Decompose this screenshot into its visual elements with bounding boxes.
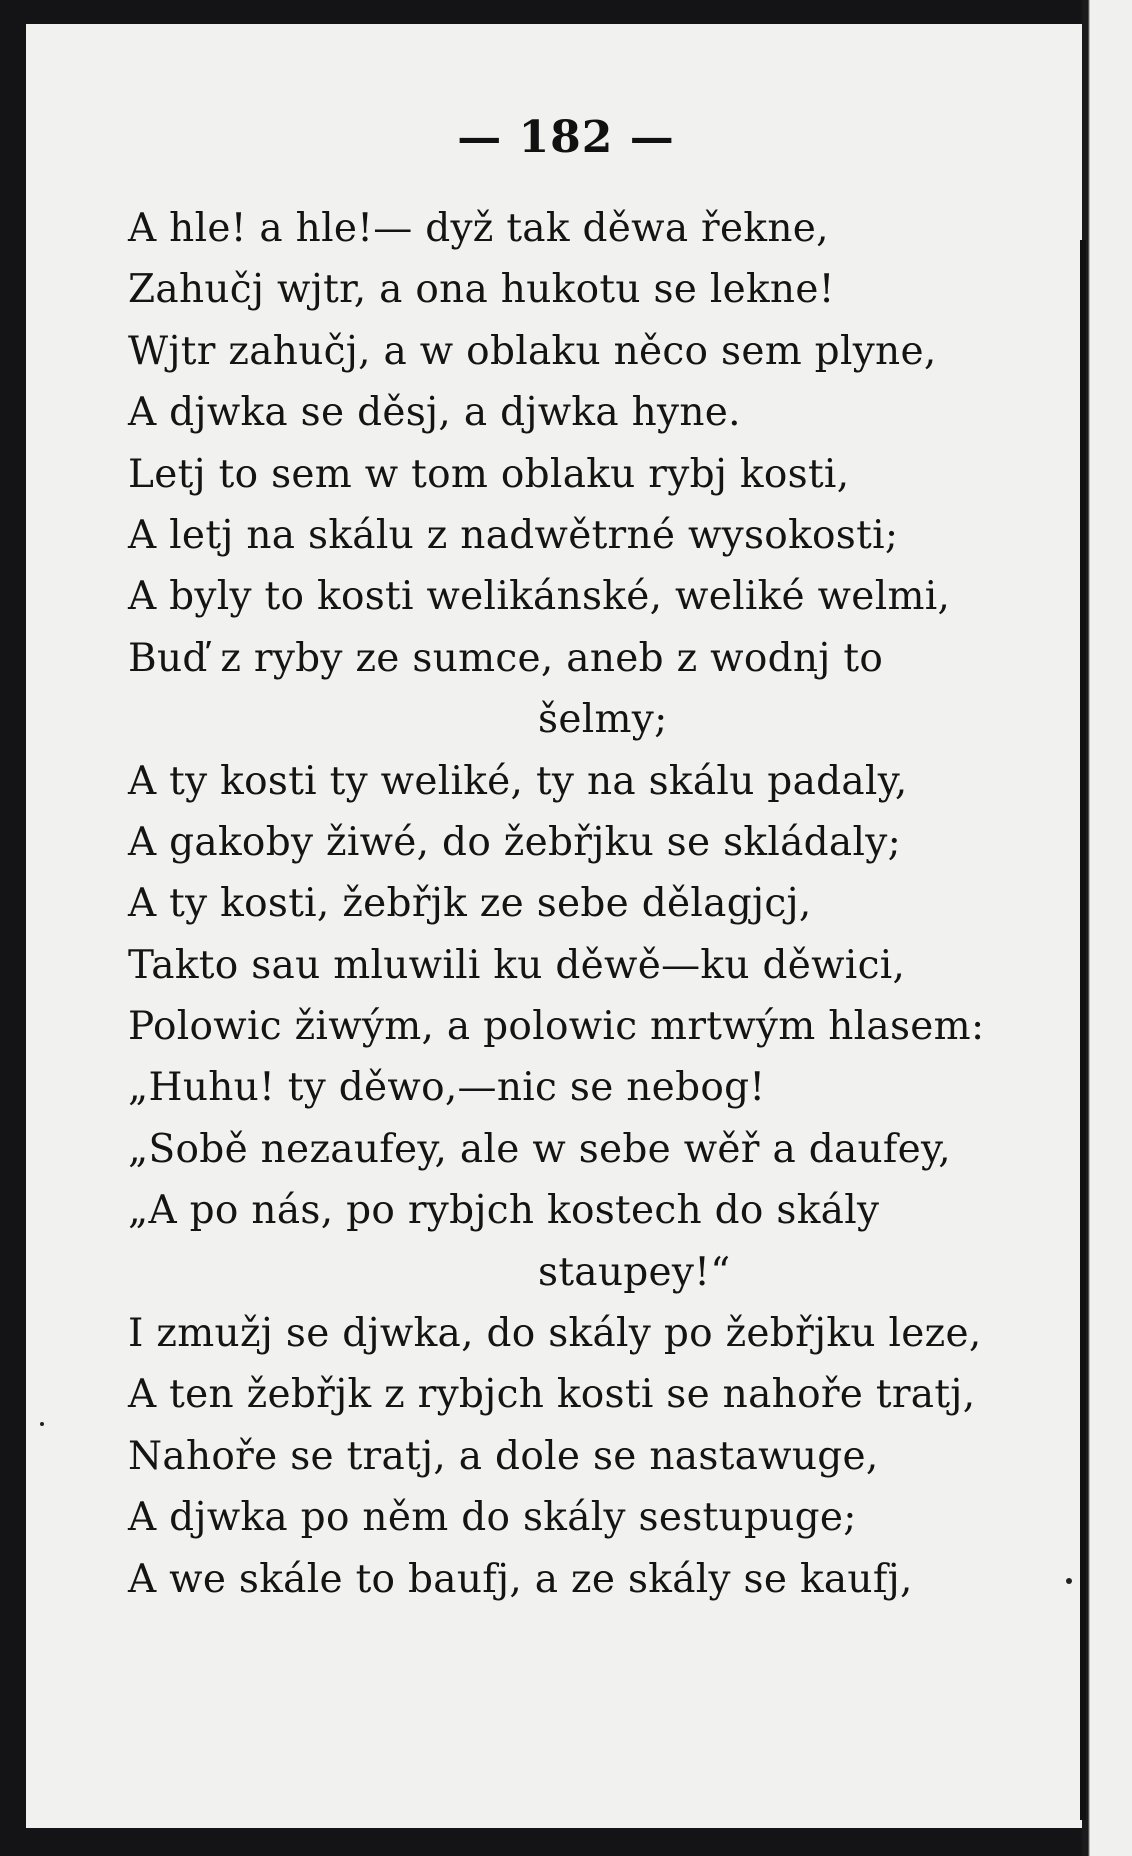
poem-line: A hle! a hle!— dyž tak děwa řekne,: [128, 206, 829, 251]
poem-line: „Huhu! ty děwo,—nic se nebog!: [128, 1065, 766, 1111]
poem-line: A ty kosti, žebřjk ze sebe dělagjcj,: [128, 881, 812, 927]
poem-line: Nahoře se tratj, a dole se nastawuge,: [128, 1433, 879, 1479]
poem-line: A letj na skálu z nadwětrné wysokosti;: [128, 512, 899, 558]
poem-line: A gakoby žiwé, do žebřjku se skládaly;: [128, 819, 902, 865]
poem-line: A djwka po něm do skály sestupuge;: [128, 1495, 857, 1541]
poem-line: šelmy;: [538, 697, 668, 743]
poem-line: Takto sau mluwili ku děwě—ku děwici,: [128, 942, 906, 988]
poem-line: Zahučj wjtr, a ona hukotu se lekne!: [128, 267, 835, 313]
poem-line: Letj to sem w tom oblaku rybj kosti,: [128, 451, 850, 497]
poem-line: Wjtr zahučj, a w oblaku něco sem plyne,: [128, 328, 937, 374]
poem-line: Polowic žiwým, a polowic mrtwým hlasem:: [128, 1004, 985, 1050]
poem-line: „Sobě nezaufey, ale w sebe wěř a daufey,: [128, 1126, 951, 1172]
poem-text: [128, 198, 1008, 1610]
poem-line: Buď z ryby ze sumce, aneb z wodnj to: [128, 635, 884, 681]
poem-line: A byly to kosti welikánské, weliké welmi,: [128, 574, 951, 620]
poem-line: A we skále to baufj, a ze skály se kaufj,: [128, 1556, 913, 1602]
print-speck: [40, 1422, 44, 1426]
poem-line: A ten žebřjk z rybjch kosti se nahoře tratj,: [128, 1372, 976, 1418]
page-gutter-line: [1080, 240, 1086, 1820]
print-speck: [1066, 1578, 1072, 1584]
poem-line: staupey!“: [538, 1249, 731, 1295]
poem-line: A djwka se děsj, a djwka hyne.: [128, 390, 741, 436]
page-number: — 182 —: [457, 112, 675, 163]
poem-line: „A po nás, po rybjch kostech do skály: [128, 1188, 880, 1234]
adjacent-page-edge: [1082, 0, 1132, 1856]
poem-line: I zmužj se djwka, do skály po žebřjku leze,: [128, 1311, 982, 1357]
poem-line: A ty kosti ty weliké, ty na skálu padaly,: [128, 758, 908, 804]
